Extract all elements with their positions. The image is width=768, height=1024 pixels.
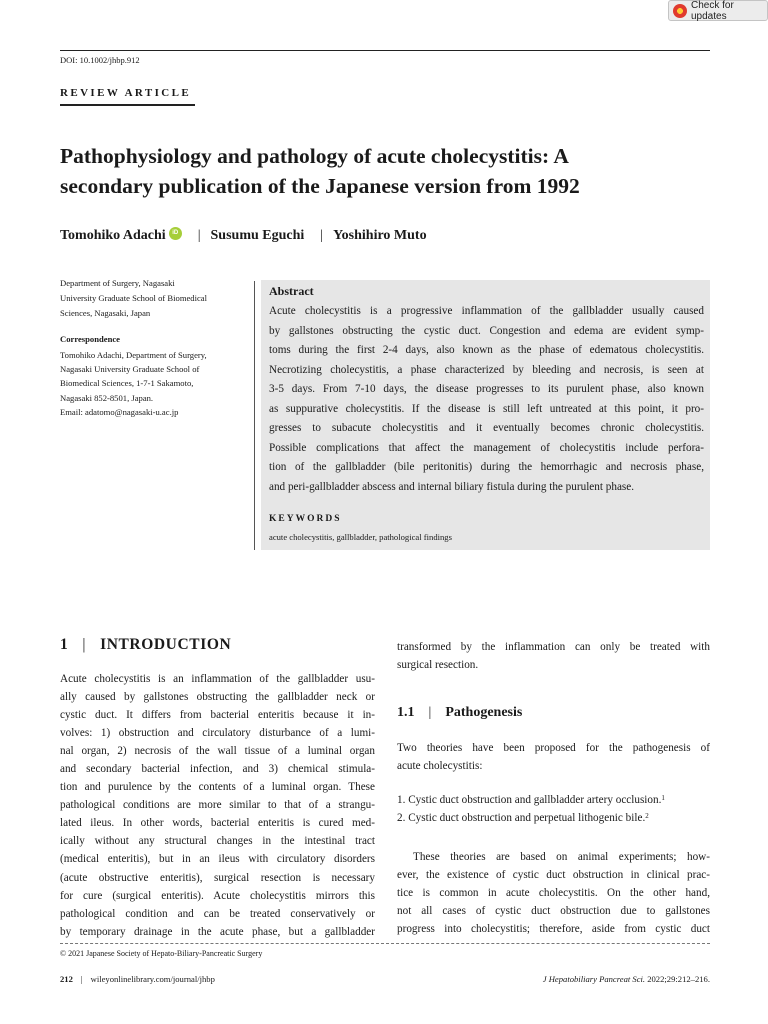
journal-citation bbox=[543, 974, 710, 984]
title-line: Pathophysiology and pathology of acute cholecystitis: A bbox=[60, 144, 569, 168]
section-bar: | bbox=[82, 636, 87, 653]
keywords-heading: KEYWORDS bbox=[269, 514, 342, 524]
author-separator: | bbox=[320, 228, 324, 243]
section-number: 1 bbox=[60, 636, 69, 653]
introduction-continuation bbox=[397, 638, 710, 674]
abstract-line: and peri-gallbladder abscess and internal biliary fistula during the purulent phase. bbox=[269, 480, 635, 493]
body-line: progress into cholecystitis; therefore, aside from cystic duct bbox=[397, 923, 710, 936]
article-title bbox=[60, 141, 700, 201]
footer-left bbox=[60, 974, 215, 984]
affiliation bbox=[60, 276, 245, 321]
keywords: acute cholecystitis, gallbladder, pathological findings bbox=[269, 532, 452, 542]
abstract-line: tion of the gallbladder (bile peritonitis) during the hemorrhagic and necrosis phase, bbox=[269, 461, 704, 473]
article-type-underline bbox=[60, 104, 195, 106]
article-type: REVIEW ARTICLE bbox=[60, 87, 192, 99]
body-line: Acute cholecystitis is an inflammation of the gallbladder usu- bbox=[60, 673, 375, 685]
body-line: nal organ, 2) necrosis of the wall tissue of a luminal organ bbox=[60, 745, 375, 758]
title-line: secondary publication of the Japanese version from 1992 bbox=[60, 174, 580, 198]
copyright: © 2021 Japanese Society of Hepato-Biliary-Pancreatic Surgery bbox=[60, 949, 263, 958]
check-for-updates-label: Check for updates bbox=[691, 0, 734, 22]
pathogenesis-paragraph bbox=[397, 848, 710, 938]
body-line: (acute obstructive enteritis), surgical resection is necessary bbox=[60, 871, 375, 884]
author-name: Tomohiko Adachi bbox=[60, 228, 166, 243]
introduction-paragraph bbox=[60, 670, 375, 941]
footer-rule bbox=[60, 943, 710, 944]
correspondence-block bbox=[60, 348, 250, 419]
abstract-heading: Abstract bbox=[269, 284, 314, 298]
correspondence-line: Nagasaki 852-8501, Japan. bbox=[60, 392, 154, 403]
body-line: for cure (surgical enteritis). Acute cholecystitis mirrors this bbox=[60, 889, 375, 902]
abstract-body bbox=[269, 302, 704, 497]
page-number: 212 bbox=[60, 974, 73, 984]
body-line: transformed by the inflammation can only be treated with bbox=[397, 641, 710, 653]
body-line: lated ileus. In other words, bacterial enteritis is cured med- bbox=[60, 817, 375, 830]
body-line: These theories are based on animal experiments; how- bbox=[413, 851, 710, 863]
body-line: ever, the existence of cystic duct obstruction in clinical prac- bbox=[397, 869, 710, 882]
abstract-line: Necrotizing cholecystitis, a phase characterized by bleeding and necrosis, is seen at bbox=[269, 363, 704, 376]
abstract-line: Possible complications that affect the management of cholecystitis include perfora- bbox=[269, 441, 704, 454]
body-line: pathological condition and can be treated conservatively or bbox=[60, 907, 375, 920]
section-title: INTRODUCTION bbox=[100, 636, 232, 653]
body-line: acute cholecystitis: bbox=[397, 760, 483, 773]
author-separator: | bbox=[197, 228, 201, 243]
check-for-updates-button[interactable] bbox=[668, 0, 768, 21]
body-line: tice is common in acute cholecystitis. On the other hand, bbox=[397, 887, 710, 900]
body-line: (medical enteritis), but in an ileus with circulatory disorders bbox=[60, 853, 375, 866]
orcid-icon[interactable]: iD bbox=[169, 227, 182, 240]
body-line: cystic duct. It differs from bacterial enteritis because it in- bbox=[60, 709, 375, 722]
section-bar: | bbox=[428, 705, 432, 720]
author-name: Yoshihiro Muto bbox=[333, 228, 427, 243]
header-rule bbox=[60, 50, 710, 51]
body-line: by temporary drainage in the acute phase, but a gallbladder bbox=[60, 925, 375, 938]
abstract-line: toms during the first 2-4 days, also known as the phase of edematous cholecystitis. bbox=[269, 344, 704, 356]
footer-separator: | bbox=[80, 974, 83, 984]
body-line: surgical resection. bbox=[397, 659, 479, 672]
abstract-line: gresses to subacute cholecystitis and it eventually becomes chronic cholecystitis. bbox=[269, 422, 704, 434]
list-item: 2. Cystic duct obstruction and perpetual lithogenic bile.$^2$ bbox=[397, 812, 649, 824]
body-line: ally caused by gallstones obstructing the gallbladder neck or bbox=[60, 691, 375, 704]
affiliation-line: University Graduate School of Biomedical bbox=[60, 293, 208, 303]
citation-link[interactable]: 2 bbox=[645, 812, 649, 820]
pathogenesis-intro bbox=[397, 739, 710, 775]
correspondence-line: Nagasaki University Graduate School of bbox=[60, 364, 200, 375]
author-name: Susumu Eguchi bbox=[210, 228, 305, 243]
author-list bbox=[60, 228, 427, 244]
citation-link[interactable]: 1 bbox=[661, 794, 665, 802]
body-line: and secondary bacterial infection, and 3) chemical stimula- bbox=[60, 763, 375, 776]
correspondence-line: Tomohiko Adachi, Department of Surgery, bbox=[60, 350, 207, 360]
list-item: 1. Cystic duct obstruction and gallbladder artery occlusion.$^1$ bbox=[397, 794, 665, 806]
correspondence-line: Biomedical Sciences, 1-7-1 Sakamoto, bbox=[60, 378, 194, 389]
abstract-line: 3-5 days. From 7-10 days, the disease progresses to its purulent phase, also known bbox=[269, 383, 704, 395]
body-line: volves: 1) obstruction and circulatory disturbance of a lumi- bbox=[60, 727, 375, 740]
abstract-line: Acute cholecystitis is a progressive inflammation of the gallbladder usually caused bbox=[269, 305, 704, 317]
body-line: ically without any structural changes in the intestinal tract bbox=[60, 835, 375, 848]
affiliation-line: Department of Surgery, Nagasaki bbox=[60, 278, 175, 288]
journal-name: J Hepatobiliary Pancreat Sci. bbox=[542, 974, 646, 984]
correspondence-heading: Correspondence bbox=[60, 334, 120, 344]
abstract-line: by gallstones obstructing the cystic duct. Congestion and edema are evident symp- bbox=[269, 324, 704, 337]
crossmark-icon bbox=[673, 4, 687, 18]
body-line: not all cases of cystic duct obstruction due to gallstones bbox=[397, 905, 710, 918]
correspondence-email: Email: adatomo@nagasaki-u.ac.jp bbox=[60, 406, 179, 417]
body-line: pathological conditions are more similar to that of a strangu- bbox=[60, 799, 375, 812]
journal-url[interactable]: wileyonlinelibrary.com/journal/jhbp bbox=[90, 974, 215, 984]
section-number: 1.1 bbox=[397, 705, 415, 720]
affiliation-line: Sciences, Nagasaki, Japan bbox=[60, 308, 151, 318]
body-line: tion and purulence by the contents of a luminal organ. These bbox=[60, 781, 375, 794]
section-heading-introduction bbox=[60, 636, 231, 654]
body-line: Two theories have been proposed for the pathogenesis of bbox=[397, 742, 710, 754]
subsection-heading-pathogenesis bbox=[397, 705, 522, 721]
theory-list bbox=[397, 791, 665, 827]
abstract-line: as suppurative cholecystitis. If the disease is still left untreated at this point, it pro- bbox=[269, 402, 704, 415]
abstract-divider bbox=[254, 281, 255, 550]
citation-details: 2022;29:212–216. bbox=[645, 974, 710, 984]
section-title: Pathogenesis bbox=[445, 705, 523, 720]
doi: DOI: 10.1002/jhbp.912 bbox=[60, 55, 140, 65]
